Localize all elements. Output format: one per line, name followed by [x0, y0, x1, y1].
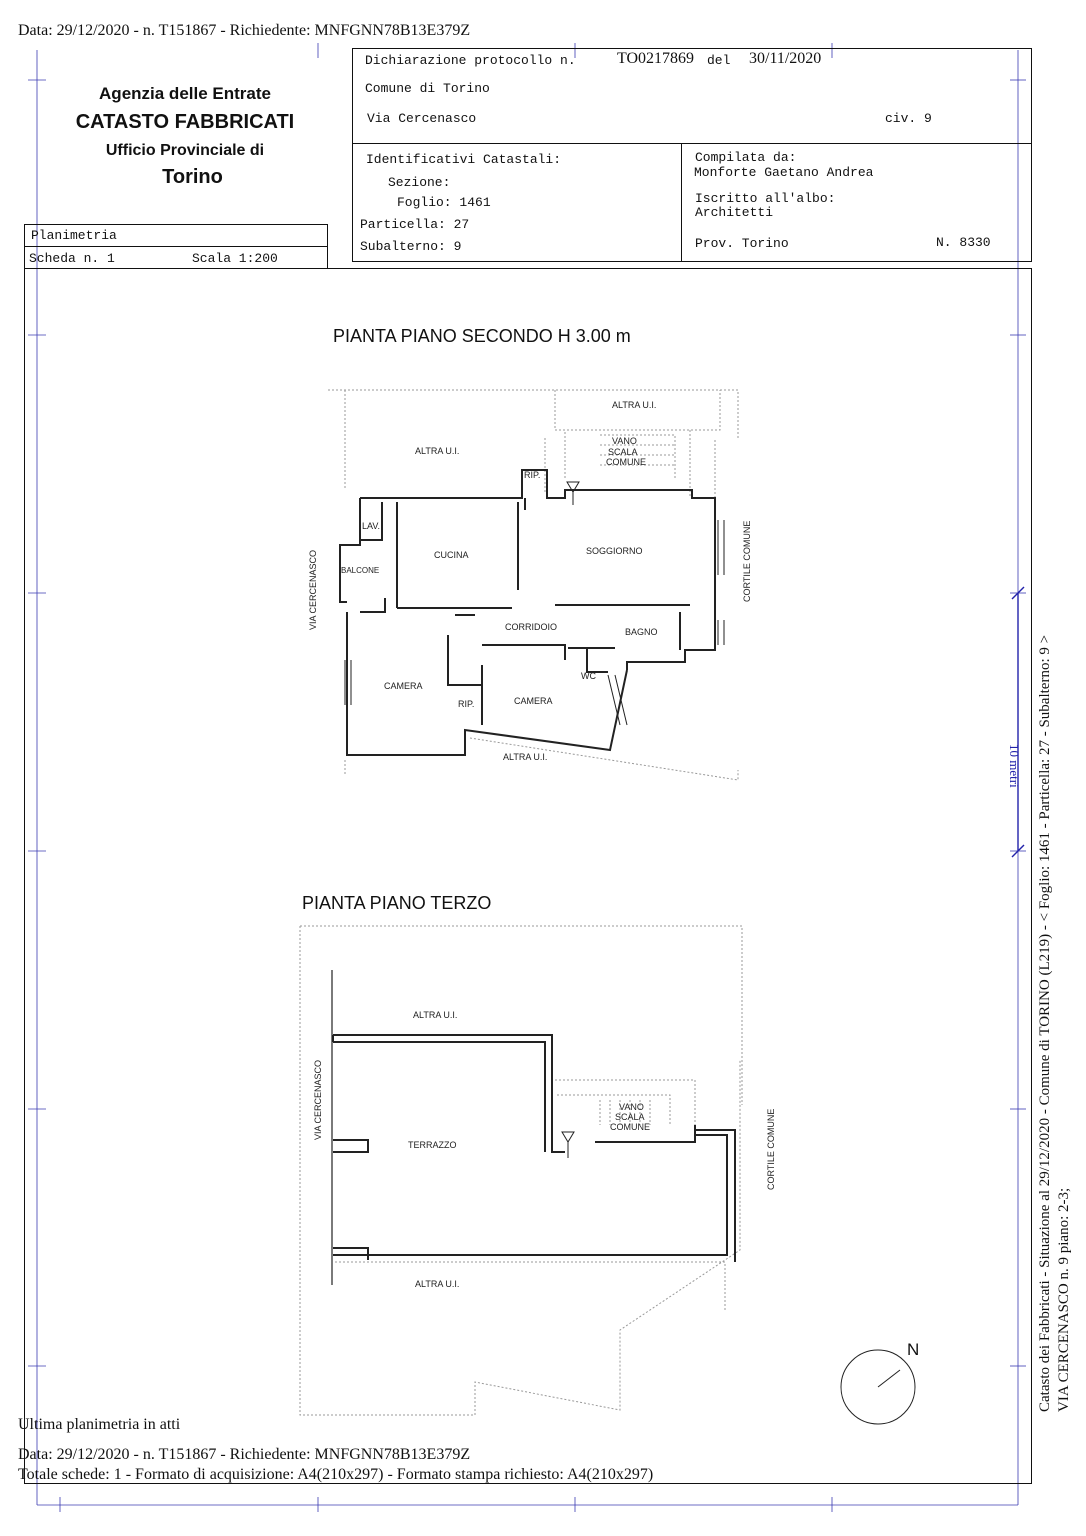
- street-name: Via Cercenasco: [367, 111, 477, 126]
- civic-number: civ. 9: [885, 111, 932, 126]
- f2-altra-top-right: ALTRA U.I.: [612, 400, 657, 410]
- f2-altra-bottom: ALTRA U.I.: [503, 752, 548, 762]
- f2-rip-bottom: RIP.: [458, 699, 475, 709]
- north-label: N: [907, 1340, 920, 1359]
- protocol-date: 30/11/2020: [749, 50, 822, 67]
- f3-cortile-label: CORTILE COMUNE: [766, 1108, 776, 1190]
- agency-name: Agenzia delle Entrate: [99, 84, 271, 103]
- f3-via-label: VIA CERCENASCO: [313, 1059, 323, 1140]
- sheet-type: Planimetria: [31, 228, 117, 243]
- subalterno: Subalterno: 9: [360, 239, 462, 254]
- side-caption-line2: VIA CERCENASCO n. 9 piano: 2-3;: [1056, 1187, 1072, 1412]
- foglio: Foglio: 1461: [397, 195, 491, 210]
- f2-vano: VANO: [612, 436, 637, 446]
- header-top-line: Data: 29/12/2020 - n. T151867 - Richiedente: MNFGNN78B13E379Z: [18, 22, 471, 39]
- f2-balcone: BALCONE: [341, 566, 380, 575]
- footer-totals: Totale schede: 1 - Formato di acquisizione: A4(210x297) - Formato stampa richiesto: A4(210x297): [18, 1466, 654, 1483]
- f2-camera-right: CAMERA: [514, 696, 553, 706]
- identifiers-box: [352, 143, 682, 262]
- sheet-number: Scheda n. 1: [29, 251, 115, 266]
- f2-lav: LAV.: [362, 521, 381, 531]
- compiler-label: Compilata da:: [695, 150, 797, 165]
- province: Prov. Torino: [695, 236, 789, 251]
- floor3-plan: [295, 920, 755, 1420]
- footer-last-plan: Ultima planimetria in atti: [18, 1416, 181, 1433]
- f3-terrazzo: TERRAZZO: [408, 1140, 457, 1150]
- floor3-title: PIANTA PIANO TERZO: [302, 893, 492, 913]
- comune-name: Comune di Torino: [365, 81, 490, 96]
- sheet-scale-box: [24, 246, 328, 269]
- protocol-label: Dichiarazione protocollo n.: [365, 53, 576, 68]
- f2-cortile-label: CORTILE COMUNE: [742, 520, 752, 602]
- floor2-plan: [290, 380, 760, 800]
- compiler-box: [681, 143, 1032, 262]
- f3-altra-top: ALTRA U.I.: [413, 1010, 458, 1020]
- f3-scala: SCALA: [615, 1112, 645, 1122]
- side-caption: [1036, 452, 1074, 1412]
- f2-wc: WC: [581, 671, 596, 681]
- compiler-name: Monforte Gaetano Andrea: [694, 165, 874, 180]
- sezione: Sezione:: [388, 175, 451, 190]
- sheet-type-box: [24, 224, 328, 247]
- scale-bar-label: 10 metri: [1007, 744, 1022, 788]
- f2-via-label: VIA CERCENASCO: [308, 549, 318, 630]
- f3-vano: VANO: [619, 1102, 644, 1112]
- particella: Particella: 27: [360, 217, 470, 232]
- floor2-title: PIANTA PIANO SECONDO H 3.00 m: [333, 326, 631, 346]
- register-number: N. 8330: [936, 235, 991, 250]
- f2-soggiorno: SOGGIORNO: [586, 546, 643, 556]
- albo-label: Iscritto all'albo:: [695, 191, 836, 206]
- f3-altra-bottom: ALTRA U.I.: [415, 1279, 460, 1289]
- f2-corridoio: CORRIDOIO: [505, 622, 558, 632]
- f2-camera-left: CAMERA: [384, 681, 423, 691]
- agency-city: Torino: [162, 166, 223, 188]
- f2-altra-top-left: ALTRA U.I.: [415, 446, 460, 456]
- f2-comune: COMUNE: [606, 457, 646, 467]
- identifiers-title: Identificativi Catastali:: [366, 152, 562, 167]
- declaration-box: [352, 48, 1032, 144]
- agency-office: Ufficio Provinciale di: [105, 142, 265, 159]
- protocol-del-label: del: [707, 53, 731, 68]
- footer-data-line: Data: 29/12/2020 - n. T151867 - Richiedente: MNFGNN78B13E379Z: [18, 1446, 471, 1463]
- f2-bagno: BAGNO: [625, 627, 658, 637]
- f3-comune: COMUNE: [610, 1122, 650, 1132]
- f2-cucina: CUCINA: [434, 550, 469, 560]
- sheet-scale: Scala 1:200: [192, 251, 278, 266]
- albo-value: Architetti: [695, 205, 774, 220]
- agency-department: CATASTO FABBRICATI: [75, 111, 295, 133]
- side-caption-line1: Catasto dei Fabbricati - Situazione al 29/12/2020 - Comune di TORINO (L219) - < Foglio: 1461 - Particella: 27 - Subalterno: 9 >: [1037, 634, 1053, 1412]
- f2-rip-top: RIP.: [524, 470, 541, 480]
- f2-scala: SCALA: [608, 447, 638, 457]
- protocol-number: TO0217869: [617, 50, 695, 67]
